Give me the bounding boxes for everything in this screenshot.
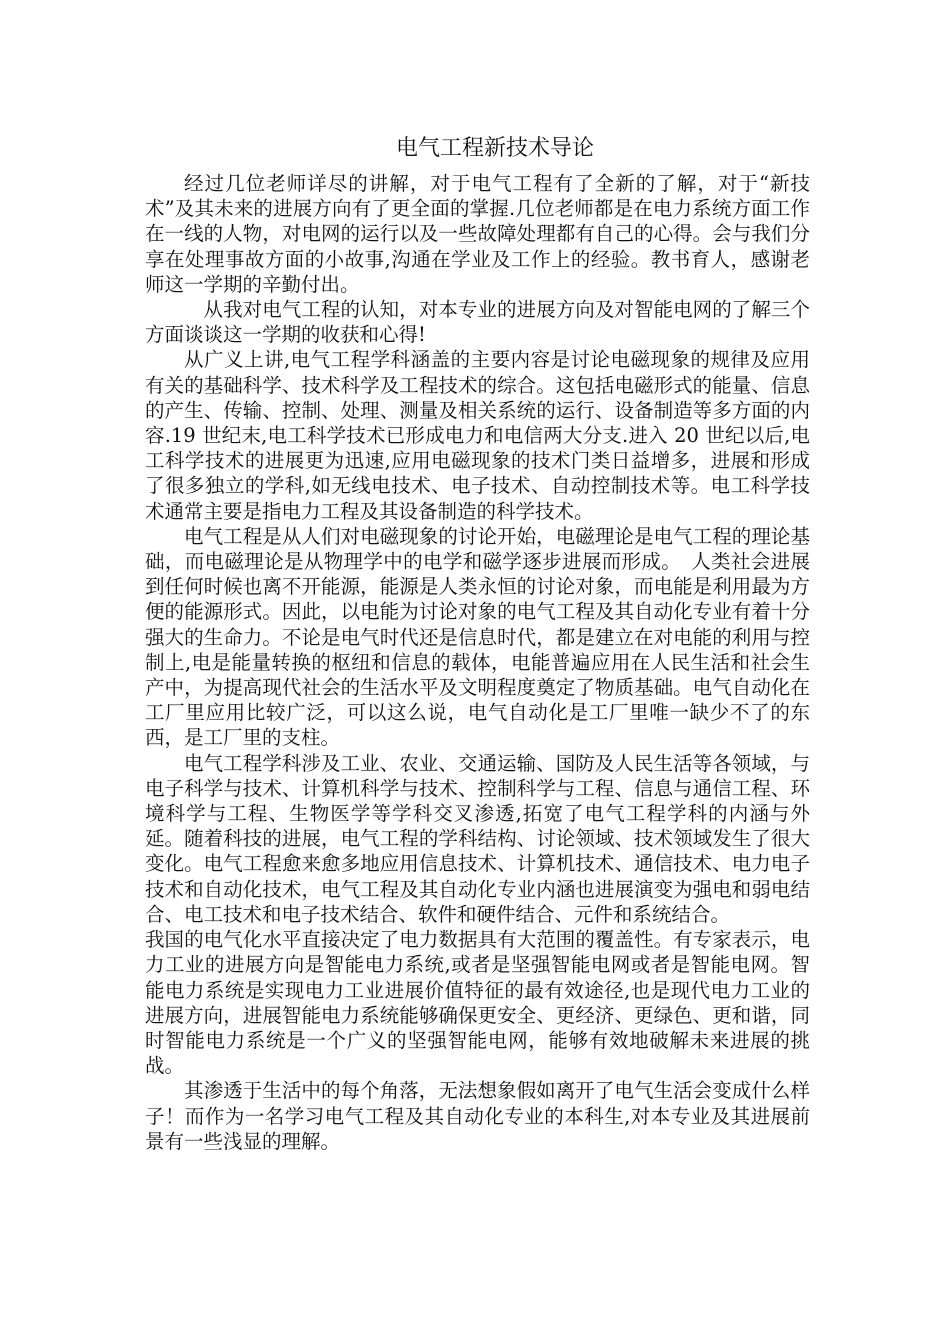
paragraph-disciplines: 电气工程学科涉及工业、农业、交通运输、国防及人民生活等各领域，与电子科学与技术、计算机科学与技术、控制科学与工程、信息与通信工程、环境科学与工程、生物医学等学科交叉渗透,拓宽了电气工程学科的内涵与外延。随着科技的进展，电气工程的学科结构、讨论领域、技术领域发生了很大变化。电气工程愈来愈多地应用信息技术、计算机技术、通信技术、电力电子技术和自动化技术，电气工程及其自动化专业内涵也进展演变为强电和弱电结合、电工技术和电子技术结合、软件和硬件结合、元件和系统结合。 — [145, 751, 810, 926]
paragraph-smart-grid: 我国的电气化水平直接决定了电力数据具有大范围的覆盖性。有专家表示，电力工业的进展方向是智能电力系统,或者是坚强智能电网或者是智能电网。智能电力系统是实现电力工业进展价值特征的最有效途径,也是现代电力工业的进展方向，进展智能电力系统能够确保更安全、更经济、更绿色、更和谐，同时智能电力系统是一个广义的坚强智能电网，能够有效地破解未来进展的挑战。 — [145, 928, 810, 1078]
paragraph-theory-foundation: 电气工程是从人们对电磁现象的讨论开始，电磁理论是电气工程的理论基础，而电磁理论是从物理学中的电学和磁学逐步进展而形成。 人类社会进展到任何时候也离不开能源，能源是人类永恒的讨论对象，而电能是利用最为方便的能源形式。因此，以电能为讨论对象的电气工程及其自动化专业有着十分强大的生命力。不论是电气时代还是信息时代，都是建立在对电能的利用与控制上,电是能量转换的枢纽和信息的载体，电能普遍应用在人民生活和社会生产中，为提高现代社会的生活水平及文明程度奠定了物质基础。电气自动化在工厂里应用比较广泛，可以这么说，电气自动化是工厂里唯一缺少不了的东西，是工厂里的支柱。 — [145, 524, 810, 750]
document-body — [145, 171, 810, 1154]
paragraph-broad-definition: 从广义上讲,电气工程学科涵盖的主要内容是讨论电磁现象的规律及应用有关的基础科学、技术科学及工程技术的综合。这包括电磁形式的能量、信息的产生、传输、控制、处理、测量及相关系统的运行、设备制造等多方面的内容.19 世纪末,电工科学技术已形成电力和电信两大分支.进入 20 世纪以后,电工科学技术的进展更为迅速,应用电磁现象的技术门类日益增多，进展和形成了很多独立的学科,如无线电技术、电子技术、自动控制技术等。电工科学技术通常主要是指电力工程及其设备制造的科学技术。 — [145, 348, 810, 523]
paragraph-conclusion: 其渗透于生活中的每个角落，无法想象假如离开了电气生活会变成什么样子！而作为一名学习电气工程及其自动化专业的本科生,对本专业及其进展前景有一些浅显的理解。 — [145, 1079, 810, 1153]
paragraph-overview: 从我对电气工程的认知，对本专业的进展方向及对智能电网的了解三个方面谈谈这一学期的收获和心得! — [145, 298, 810, 347]
paragraph-intro: 经过几位老师详尽的讲解，对于电气工程有了全新的了解，对于“新技术”及其未来的进展方向有了更全面的掌握.几位老师都是在电力系统方面工作在一线的人物，对电网的运行以及一些故障处理都有自己的心得。会与我们分享在处理事故方面的小故事,沟通在学业及工作上的经验。教书育人，感谢老师这一学期的辛勤付出。 — [145, 172, 810, 296]
document-title: 电气工程新技术导论 — [395, 136, 594, 161]
